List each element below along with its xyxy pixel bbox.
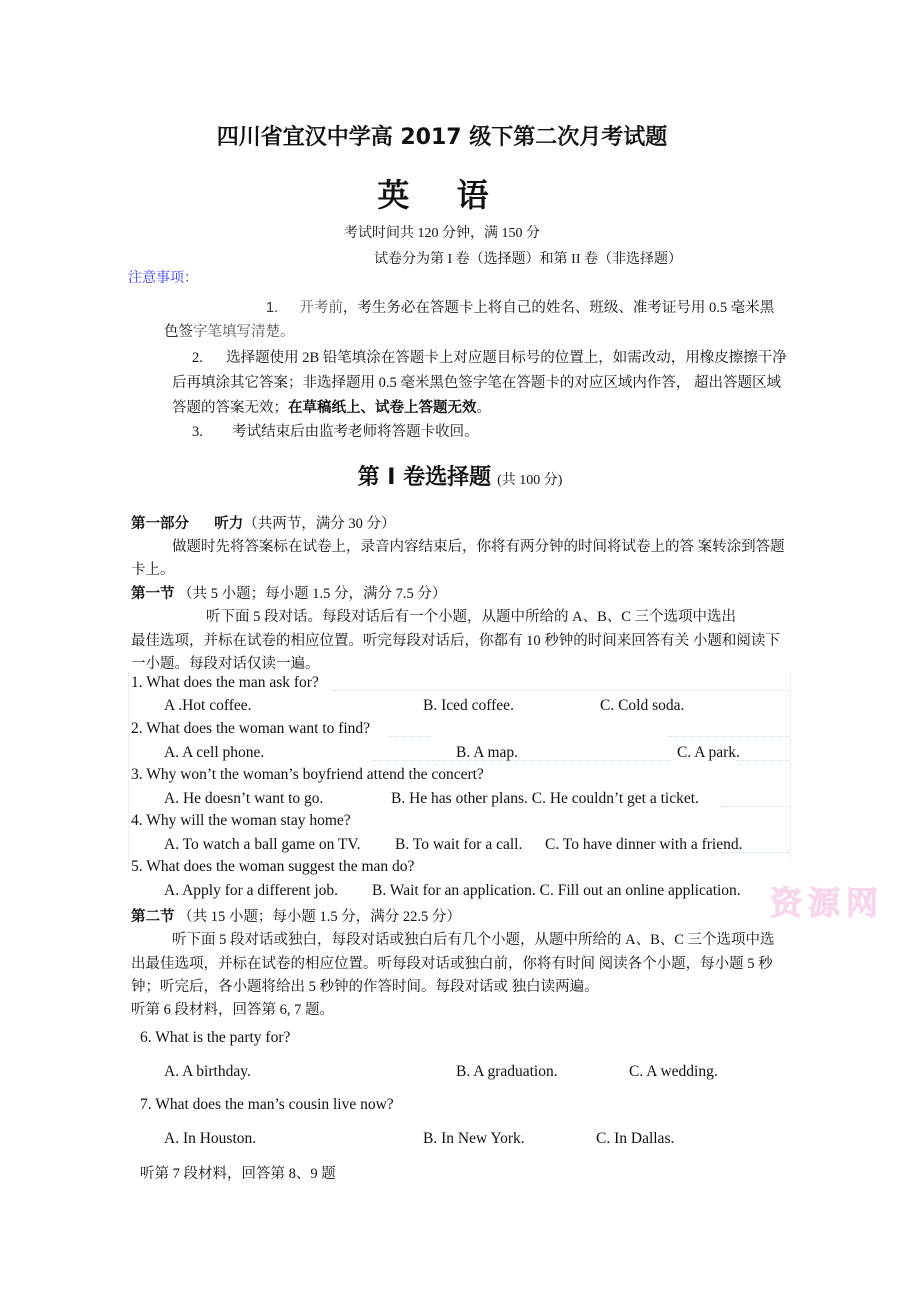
question-7-option-a[interactable]: A. In Houston. [164, 1130, 257, 1147]
question-6-option-c[interactable]: C. A wedding. [629, 1063, 718, 1080]
question-7-option-c[interactable]: C. In Dallas. [596, 1130, 675, 1147]
question-4-option-c[interactable]: C. To have dinner with a friend. [545, 836, 743, 853]
guide-line [736, 760, 790, 761]
section-2-instructions-line3: 钟；听完后，各小题将给出 5 秒钟的作答时间。每段对话或 独白读两遍。 [131, 979, 599, 995]
question-1-option-b[interactable]: B. Iced coffee. [423, 697, 514, 714]
notice-item-3 [192, 420, 479, 441]
question-7-option-b[interactable]: B. In New York. [423, 1130, 525, 1147]
notice-item-1-cont [164, 320, 295, 341]
question-5-option-a[interactable]: A. Apply for a different job. [164, 882, 339, 899]
exam-duration: 考试时间共 120 分钟，满 150 分 [344, 226, 540, 241]
question-3-option-c[interactable]: C. He couldn’t get a ticket. [531, 790, 699, 807]
notice-item-2-line2: 后再填涂其它答案；非选择题用 0.5 毫米黑色签字笔在答题卡的对应区域内作答， 超出答题区域 [172, 375, 781, 391]
notice-item-2 [192, 346, 787, 367]
notice-item-1-cont-b: 字笔填写清楚。 [193, 324, 295, 340]
question-6-option-b[interactable]: B. A graduation. [456, 1063, 558, 1080]
part-1-points: （共两节，满分 30 分） [243, 516, 396, 532]
part-1-heading [131, 512, 396, 533]
watermark: 资源网 [770, 884, 885, 922]
notice-item-3-number: 3. [192, 424, 203, 440]
guide-line [332, 690, 790, 691]
notice-item-1-text: ，考生务必在答题卡上将自己的姓名、班级、准考证号用 0.5 毫米黑 [342, 300, 775, 316]
notice-item-1-number: 1. [266, 300, 279, 316]
subject-title: 英 语 [377, 176, 507, 214]
question-4-option-a[interactable]: A. To watch a ball game on TV. [164, 836, 361, 853]
exam-structure: 试卷分为第 I 卷（选择题）和第 II 卷（非选择题） [374, 252, 682, 267]
section-1-title [0, 460, 920, 491]
notice-item-1 [266, 296, 774, 317]
notice-item-2-number: 2. [192, 350, 203, 366]
notice-item-2-bold-warning: 在草稿纸上、试卷上答题无效 [288, 400, 477, 416]
part-1-name: 听力 [214, 516, 244, 532]
section-1-instructions-line2: 最佳选项，并标在试卷的相应位置。听完每段对话后，你都有 10 秒钟的时间来回答有关 小题和阅读下 [131, 633, 780, 649]
section-1-instructions-line3: 一小题。每段对话仅读一遍。 [131, 656, 320, 672]
question-2: 2. What does the woman want to find? [131, 720, 371, 737]
material-6-label: 听第 6 段材料，回答第 6, 7 题。 [131, 1002, 334, 1018]
question-6: 6. What is the party for? [140, 1029, 291, 1046]
question-4: 4. Why will the woman stay home? [131, 812, 351, 829]
section-1-instructions-line1: 听下面 5 段对话。每段对话后有一个小题，从题中所给的 A、B、C 三个选项中选出 [206, 609, 737, 625]
section-1-points: (共 100 分) [497, 473, 563, 488]
part-1-label: 第一部分 [131, 516, 189, 532]
question-5-option-b [372, 882, 741, 900]
notice-label: 注意事项： [128, 271, 198, 286]
material-7-label: 听第 7 段材料，回答第 8、9 题 [140, 1166, 336, 1182]
question-3: 3. Why won’t the woman’s boyfriend attend the concert? [131, 766, 484, 783]
question-5: 5. What does the woman suggest the man do? [131, 858, 415, 875]
guide-line [720, 806, 790, 807]
section-2-heading [131, 905, 461, 926]
guide-line [790, 672, 791, 862]
notice-item-3-text: 考试结束后由监考老师将答题卡收回。 [232, 424, 479, 440]
notice-item-2-line3a: 答题的答案无效； [172, 400, 288, 416]
question-1-option-c[interactable]: C. Cold soda. [600, 697, 685, 714]
question-7: 7. What does the man’s cousin live now? [140, 1096, 394, 1113]
notice-item-1-lead: 开考前 [299, 300, 343, 316]
notice-item-2-line3c: 。 [476, 400, 491, 416]
section-2-instructions-line2: 出最佳选项，并标在试卷的相应位置。听每段对话或独白前，你将有时间 阅读各个小题，每小题 5 秒 [131, 956, 773, 972]
question-2-option-a[interactable]: A. A cell phone. [164, 744, 265, 761]
section-1-points-detail: （共 5 小题；每小题 1.5 分，满分 7.5 分） [178, 586, 447, 602]
question-1-option-a[interactable]: A .Hot coffee. [164, 697, 252, 714]
question-4-option-b[interactable]: B. To wait for a call. [395, 836, 523, 853]
notice-item-1-cont-a: 色签 [164, 324, 193, 340]
question-6-option-a[interactable]: A. A birthday. [164, 1063, 251, 1080]
section-1-title-text: 第 I 卷选择题 [357, 465, 492, 490]
question-3-option-b-text[interactable]: B. He has other plans. [391, 790, 528, 807]
part-1-instructions-line2: 卡上。 [131, 562, 175, 578]
question-3-option-a[interactable]: A. He doesn’t want to go. [164, 790, 324, 807]
question-1: 1. What does the man ask for? [131, 674, 319, 691]
question-5-option-c[interactable]: C. Fill out an online application. [539, 882, 741, 899]
question-5-option-b-text[interactable]: B. Wait for an application. [372, 882, 536, 899]
question-2-option-b[interactable]: B. A map. [456, 744, 519, 761]
part-1-instructions-line1: 做题时先将答案标在试卷上，录音内容结束后，你将有两分钟的时间将试卷上的答 案转涂到答题 [172, 539, 785, 555]
section-2-points-detail: （共 15 小题；每小题 1.5 分，满分 22.5 分） [178, 909, 461, 925]
guide-line [390, 736, 430, 737]
section-2-instructions-line1: 听下面 5 段对话或独白，每段对话或独白后有几个小题，从题中所给的 A、B、C 三个选项中选 [172, 932, 775, 948]
guide-line [128, 672, 129, 872]
section-1-heading [131, 582, 446, 603]
section-2-label: 第二节 [131, 909, 175, 925]
exam-title: 四川省宜汉中学高 2017 级下第二次月考试题 [216, 125, 668, 150]
guide-line [668, 736, 790, 737]
section-1-label: 第一节 [131, 586, 175, 602]
question-3-option-b [391, 790, 699, 808]
notice-item-2-line3 [172, 396, 491, 417]
question-2-option-c[interactable]: C. A park. [677, 744, 740, 761]
notice-item-2-line1: 选择题使用 2B 铅笔填涂在答题卡上对应题目标号的位置上，如需改动，用橡皮擦擦干净 [226, 350, 787, 366]
